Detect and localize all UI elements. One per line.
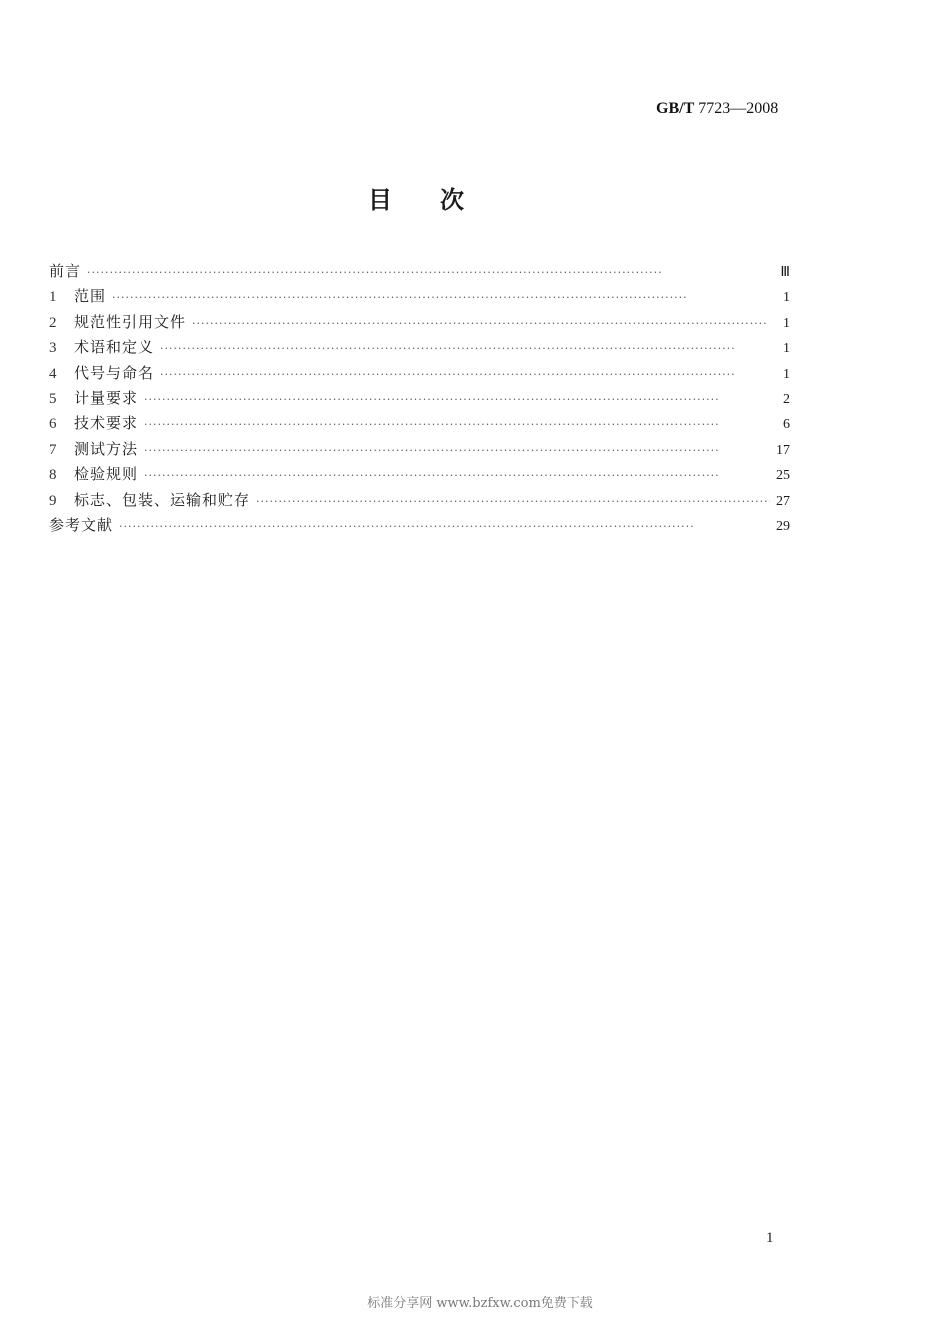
toc-entry-label: 标志、包装、运输和贮存: [74, 490, 251, 509]
toc-leader-dots: [87, 260, 774, 285]
toc-entry-page: 25: [776, 468, 790, 484]
toc-leader-dots: [144, 387, 777, 412]
toc-entry-number: 5: [49, 390, 57, 407]
toc-entry-7[interactable]: [49, 437, 790, 462]
toc-entry-label: 计量要求: [74, 388, 139, 407]
toc-entry-page: 1: [783, 366, 790, 382]
toc-entry-label: 检验规则: [74, 465, 139, 484]
toc-entry-page: 6: [783, 417, 790, 433]
toc-entry-label: 规范性引用文件: [74, 312, 187, 331]
toc-leader-dots: [160, 336, 777, 361]
toc-entry-4[interactable]: [49, 361, 790, 386]
toc-entry-page: 27: [776, 493, 790, 509]
toc-entry-number: 6: [49, 416, 57, 433]
toc-entry-foreword[interactable]: [49, 259, 790, 284]
toc-entry-number: 2: [49, 314, 57, 331]
toc-entry-number: 8: [49, 467, 57, 484]
standard-code: [656, 100, 796, 118]
toc-leader-dots: [256, 489, 770, 514]
toc-entry-number: 9: [49, 492, 57, 509]
toc-entry-label: 前言: [49, 262, 82, 280]
toc-entry-page: Ⅲ: [780, 265, 790, 280]
toc-entry-page: 1: [783, 290, 790, 306]
toc-entry-label: 测试方法: [74, 439, 139, 458]
toc-entry-page: 2: [783, 391, 790, 407]
toc-entry-label: 范围: [74, 287, 107, 306]
standard-code-number: 7723—2008: [698, 100, 779, 117]
toc-leader-dots: [144, 438, 770, 463]
toc-entry-5[interactable]: [49, 386, 790, 411]
toc-entry-1[interactable]: [49, 284, 790, 309]
toc-entry-page: 1: [783, 341, 790, 357]
toc-entry-8[interactable]: [49, 462, 790, 487]
toc-leader-dots: [112, 285, 777, 310]
toc-entry-label: 代号与命名: [74, 363, 155, 382]
toc-entry-label: 术语和定义: [74, 338, 155, 357]
toc-leader-dots: [119, 514, 770, 539]
table-of-contents: [49, 259, 790, 538]
page-number: 1: [766, 1230, 774, 1246]
toc-entry-2[interactable]: [49, 310, 790, 335]
footer-watermark-text: 标准分享网 www.bzfxw.com免费下载: [367, 1296, 593, 1311]
standard-code-prefix: GB/T: [656, 100, 695, 117]
toc-entry-page: 1: [783, 315, 790, 331]
toc-entry-9[interactable]: [49, 488, 790, 513]
toc-entry-number: 3: [49, 340, 57, 357]
toc-entry-references[interactable]: [49, 513, 790, 538]
toc-entry-3[interactable]: [49, 335, 790, 360]
toc-entry-label: 参考文献: [49, 515, 114, 534]
toc-entry-number: 7: [49, 441, 57, 458]
toc-entry-number: 1: [49, 289, 57, 306]
toc-leader-dots: [160, 362, 777, 387]
page-title: 目次: [368, 186, 512, 214]
toc-entry-label: 技术要求: [74, 414, 139, 433]
toc-entry-page: 17: [776, 442, 790, 458]
toc-leader-dots: [192, 311, 777, 336]
toc-entry-page: 29: [776, 518, 790, 534]
toc-leader-dots: [144, 463, 770, 488]
toc-leader-dots: [144, 412, 777, 437]
toc-entry-6[interactable]: [49, 411, 790, 436]
toc-entry-number: 4: [49, 365, 57, 382]
